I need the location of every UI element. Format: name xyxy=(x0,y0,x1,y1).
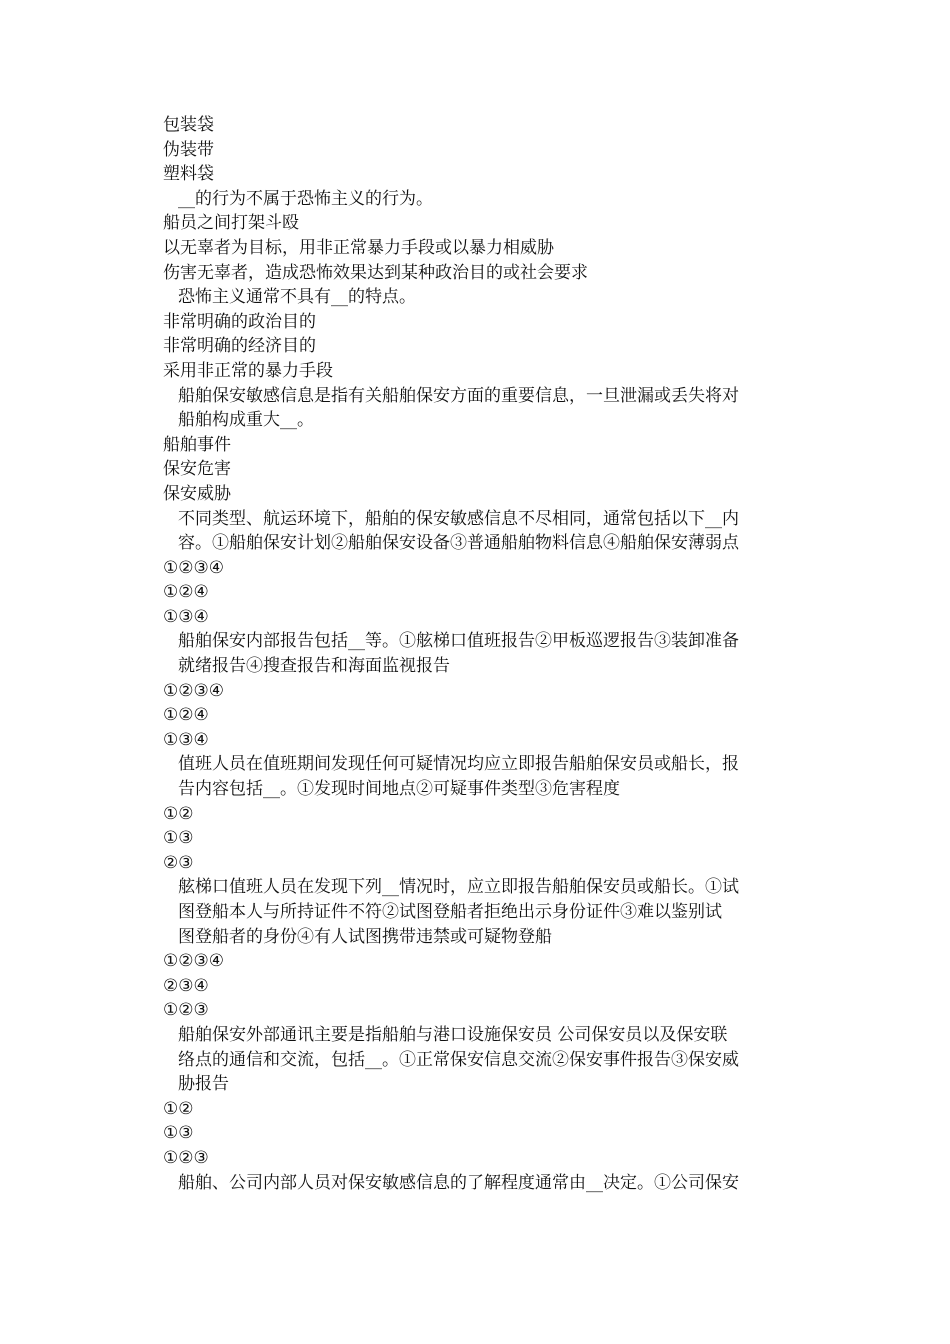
answer-option: 保安威胁 xyxy=(163,483,231,504)
question-line: 船舶保安敏感信息是指有关船舶保安方面的重要信息，一旦泄漏或丢失将对 xyxy=(178,385,739,406)
question-line: 船舶、公司内部人员对保安敏感信息的了解程度通常由__决定。①公司保安 xyxy=(178,1172,739,1193)
answer-option: ①② xyxy=(163,803,194,824)
question-text xyxy=(163,285,813,310)
question-line: 船舶构成重大__。 xyxy=(178,410,314,431)
question-line: 船舶保安内部报告包括__等。①舷梯口值班报告②甲板巡逻报告③装卸准备 xyxy=(178,631,739,652)
question-text xyxy=(163,875,813,949)
question-line: 值班人员在值班期间发现任何可疑情况均应立即报告船舶保安员或船长，报 xyxy=(178,754,739,775)
answer-option: 非常明确的经济目的 xyxy=(163,336,316,357)
question-line: 容。①船舶保安计划②船舶保安设备③普通船舶物料信息④船舶保安薄弱点 xyxy=(178,533,739,554)
answer-option: ①②③④ xyxy=(163,951,224,972)
question-line: 就绪报告④搜查报告和海面监视报告 xyxy=(178,656,450,677)
question-line: 图登船本人与所持证件不符②试图登船者拒绝出示身份证件③难以鉴别试 xyxy=(178,902,722,922)
answer-option: 船舶事件 xyxy=(163,434,231,455)
answer-option: 包装袋 xyxy=(163,115,214,135)
answer-option: ②③ xyxy=(163,852,194,873)
answer-option: ①③④ xyxy=(163,606,209,627)
question-line: 告内容包括__。①发现时间地点②可疑事件类型③危害程度 xyxy=(178,779,620,800)
question-text xyxy=(163,1171,813,1196)
question-line: 络点的通信和交流，包括__。①正常保安信息交流②保安事件报告③保安威 xyxy=(178,1049,739,1070)
answer-option: 伪装带 xyxy=(163,139,214,160)
question-line: 图登船者的身份④有人试图携带违禁或可疑物登船 xyxy=(178,926,552,947)
answer-option: 非常明确的政治目的 xyxy=(163,311,316,332)
question-text xyxy=(163,752,813,801)
question-text xyxy=(163,384,813,433)
question-text xyxy=(163,1023,813,1097)
question-line: 舷梯口值班人员在发现下列__情况时，应立即报告船舶保安员或船长。①试 xyxy=(178,877,739,898)
answer-option: ①③ xyxy=(163,828,194,849)
question-line: 胁报告 xyxy=(178,1074,229,1095)
question-line: 不同类型、航运环境下，船舶的保安敏感信息不尽相同，通常包括以下__内 xyxy=(178,508,739,529)
answer-option: ①②③ xyxy=(163,1000,209,1021)
question-line: 恐怖主义通常不具有__的特点。 xyxy=(178,287,416,308)
question-line: 船舶保安外部通讯主要是指船舶与港口设施保安员 公司保安员以及保安联 xyxy=(178,1024,728,1045)
answer-option: ①③ xyxy=(163,1123,194,1144)
question-text xyxy=(163,187,813,212)
answer-option: ①② xyxy=(163,1098,194,1119)
question-text xyxy=(163,629,813,678)
answer-option: ①②③④ xyxy=(163,557,224,578)
answer-option: 以无辜者为目标，用非正常暴力手段或以暴力相威胁 xyxy=(163,237,554,258)
answer-option: ①②④ xyxy=(163,582,209,603)
answer-option: 采用非正常的暴力手段 xyxy=(163,360,333,381)
answer-option: 伤害无辜者，造成恐怖效果达到某种政治目的或社会要求 xyxy=(163,262,588,283)
answer-option: ①②③ xyxy=(163,1147,209,1168)
answer-option: ①②④ xyxy=(163,705,209,726)
question-text xyxy=(163,507,813,556)
answer-option: 塑料袋 xyxy=(163,164,214,185)
answer-option: 船员之间打架斗殴 xyxy=(163,213,299,234)
answer-option: ②③④ xyxy=(163,975,209,996)
question-line: __的行为不属于恐怖主义的行为。 xyxy=(178,188,433,209)
answer-option: ①②③④ xyxy=(163,680,224,701)
answer-option: 保安危害 xyxy=(163,459,231,480)
document-body xyxy=(163,113,813,1195)
answer-option: ①③④ xyxy=(163,729,209,750)
